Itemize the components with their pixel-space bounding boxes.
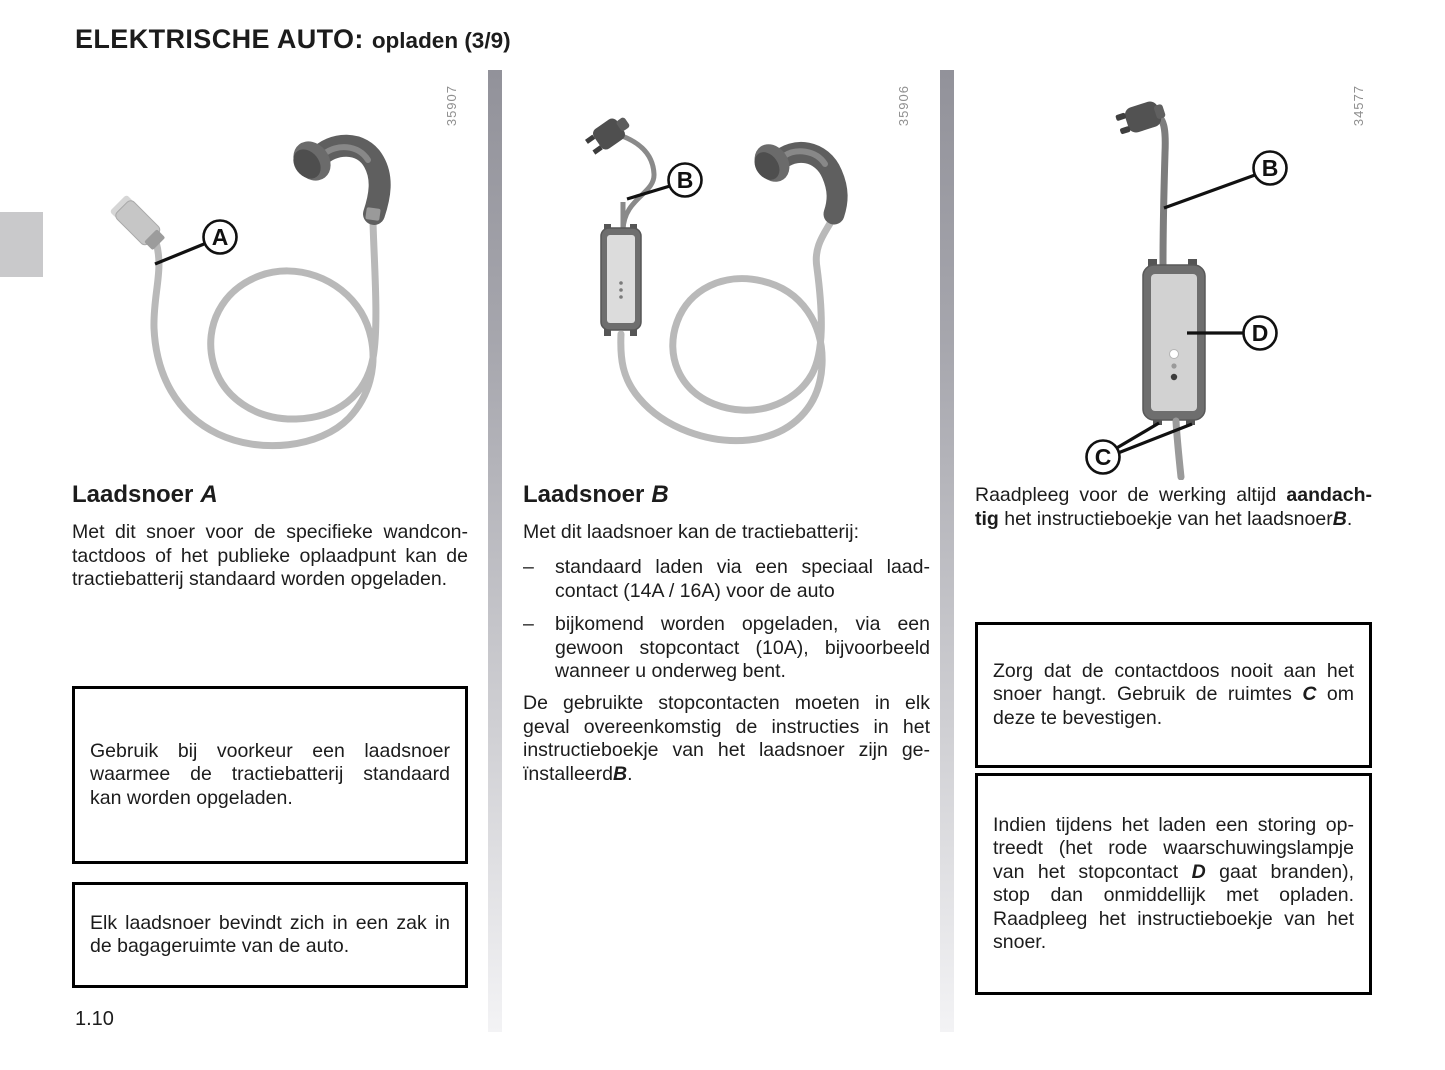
heading-text: Laadsnoer — [523, 481, 645, 508]
bullet-item — [523, 556, 930, 603]
callout-b — [627, 164, 702, 200]
bullet-text — [555, 556, 930, 603]
section-heading-laadsnoer-b — [523, 481, 669, 509]
bullet-dash: – — [523, 556, 534, 578]
callout-b — [1164, 152, 1287, 209]
figure-number: 34577 — [1351, 85, 1366, 127]
text-line: Raadpleeg voor de werking altijd aandach- — [975, 484, 1372, 506]
text-line: De gebruikte stopcontacten moeten in elk — [523, 692, 930, 714]
page-title-sub: opladen (3/9) — [371, 28, 511, 53]
callout-a — [155, 221, 237, 265]
text-line: Raadpleeg het instructieboekje van het — [993, 907, 1354, 930]
paragraph — [523, 521, 930, 545]
text-line: standaard laden via een speciaal laad- — [555, 556, 930, 578]
bullet-item — [523, 613, 930, 684]
figure-number: 35906 — [896, 85, 911, 127]
text-line: Gebruik bij voorkeur een laadsnoer — [90, 739, 450, 762]
page-title-main: ELEKTRISCHE AUTO: — [75, 24, 364, 54]
note-box — [72, 686, 468, 864]
text-line: stop dan onmiddellijk met opladen. — [993, 884, 1354, 906]
note-box — [975, 622, 1372, 768]
text-line: bijkomend worden opgeladen, via een — [555, 613, 930, 635]
text-line: Indien tijdens het laden een storing op- — [993, 813, 1354, 836]
callout-b-label: B — [676, 167, 694, 193]
paragraph — [523, 692, 930, 786]
text-line: Met dit snoer voor de specifieke wandcon- — [72, 521, 468, 543]
figure-charger-control-box — [975, 75, 1395, 480]
callout-d-label: D — [1251, 320, 1269, 346]
text-line: snoer hangt. Gebruik de ruimtes C om — [993, 683, 1354, 706]
text-line: van het stopcontact D gaat branden), — [993, 860, 1355, 883]
control-box — [1143, 259, 1205, 425]
wall-plug — [1114, 98, 1168, 138]
connector-vehicle-plug — [747, 137, 837, 214]
text-line: tactdoos of het publieke oplaadpunt kan de — [72, 544, 468, 567]
figure-charging-cable-b — [524, 82, 932, 468]
note-box — [72, 882, 468, 988]
text-line: de bagageruimte van de auto. — [90, 935, 350, 957]
text-line: ïnstalleerdB. — [523, 762, 633, 785]
bullet-dash: – — [523, 613, 534, 635]
column-separator — [488, 70, 502, 1032]
wall-plug — [583, 112, 634, 157]
text-line: wanneer u onderweg bent. — [555, 660, 786, 682]
text-line: Elk laadsnoer bevindt zich in een zak in — [90, 911, 450, 934]
control-box — [601, 224, 641, 336]
text-line: geval overeenkomstig de instructies in het — [523, 715, 930, 738]
text-line: gewoon stopcontact (10A), bijvoorbeeld — [555, 636, 930, 659]
text-line: snoer. — [993, 931, 1047, 953]
figure-charging-cable-a — [74, 82, 470, 468]
page-number: 1.10 — [75, 1008, 114, 1030]
cable-cord-upper — [1151, 113, 1165, 265]
callout-c-label: C — [1094, 444, 1112, 470]
bullet-text — [555, 613, 930, 684]
text-line: deze te bevestigen. — [993, 706, 1163, 729]
section-heading-laadsnoer-a — [72, 481, 218, 509]
section-tab-marker — [0, 212, 43, 277]
cable-cord-loop — [621, 218, 833, 441]
column-separator — [940, 70, 954, 1032]
text-line: contact (14A / 16A) voor de auto — [555, 579, 835, 602]
text-line: treedt (het rode waarschuwingslampje — [993, 837, 1354, 859]
text-line: kan worden opgeladen. — [90, 786, 293, 809]
text-line: tig het instructieboekje van het laadsnoerB. — [975, 507, 1353, 530]
text-line: Zorg dat de contactdoos nooit aan het — [993, 659, 1354, 682]
cable-cord — [154, 222, 376, 446]
connector-wall-plug-a — [109, 194, 167, 252]
text-line: instructieboekje van het laadsnoer zijn ge- — [523, 739, 930, 761]
callout-b-label: B — [1261, 155, 1279, 181]
text-line: waarmee de tractiebatterij standaard — [90, 763, 450, 786]
page-title — [75, 24, 511, 55]
text-line: Met dit laadsnoer kan de tractiebatterij: — [523, 521, 860, 543]
paragraph — [72, 521, 468, 592]
paragraph — [975, 484, 1372, 531]
heading-text: Laadsnoer — [72, 481, 194, 508]
heading-letter: A — [200, 481, 218, 508]
callout-a-label: A — [211, 224, 229, 250]
text-line: tractiebatterij standaard worden opgeladen. — [72, 568, 448, 590]
note-box — [975, 773, 1372, 995]
heading-letter: B — [651, 481, 669, 508]
figure-number: 35907 — [444, 85, 459, 127]
connector-vehicle-plug — [286, 134, 381, 221]
